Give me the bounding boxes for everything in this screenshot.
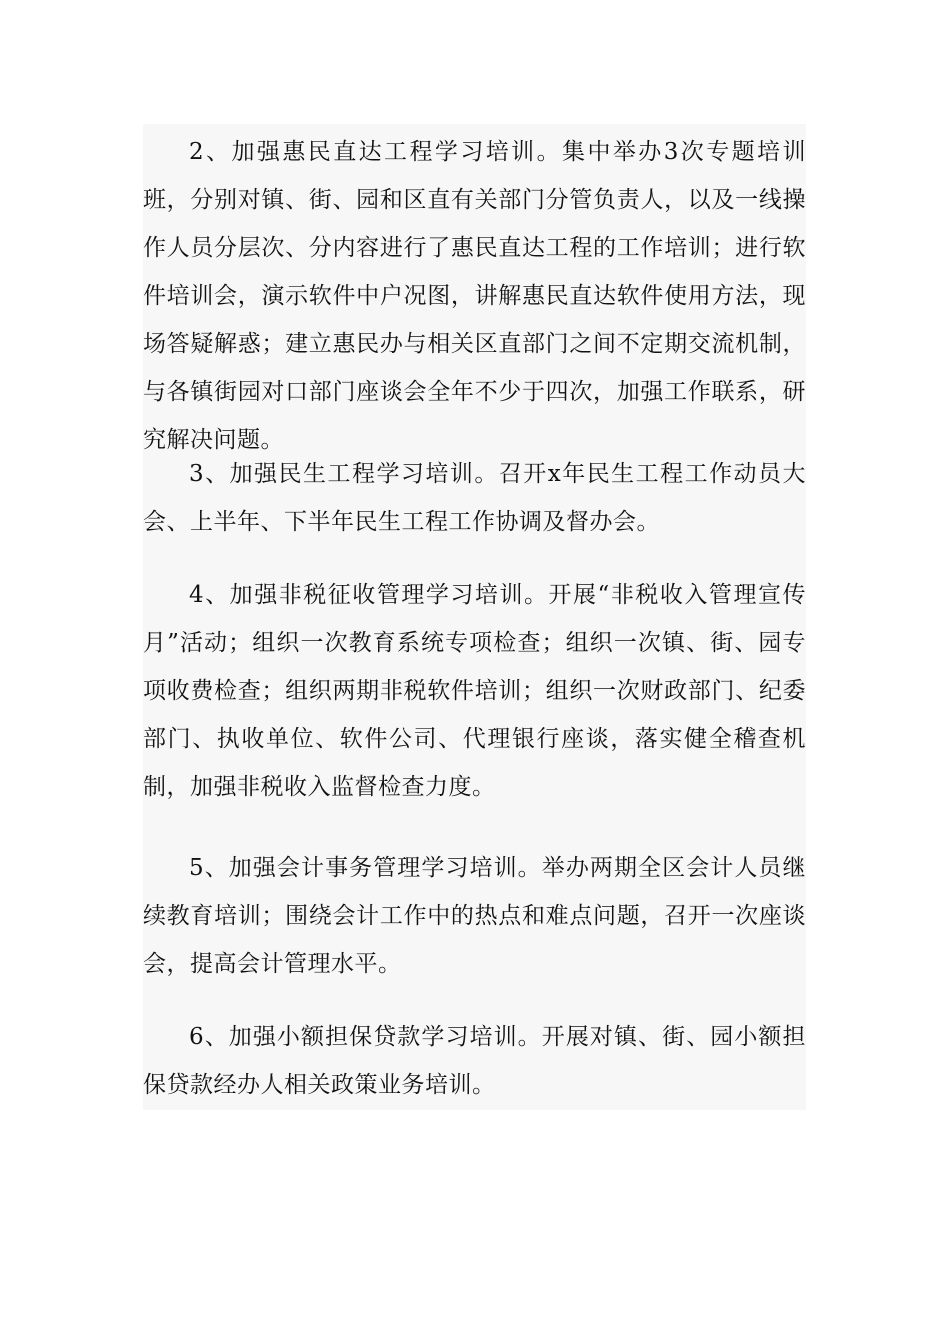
paragraph-min-sheng-training: 3、加强民生工程学习培训。召开x年民生工程工作动员大会、上半年、下半年民生工程工作协调及督办会。	[143, 461, 806, 535]
paragraph-small-loan-training: 6、加强小额担保贷款学习培训。开展对镇、街、园小额担保贷款经办人相关政策业务培训。	[143, 1024, 806, 1098]
paragraph-non-tax-training: 4、加强非税征收管理学习培训。开展“非税收入管理宣传月”活动；组织一次教育系统专项检查；组织一次镇、街、园专项收费检查；组织两期非税软件培训；组织一次财政部门、纪委部门、执收单位、软件公司、代理银行座谈，落实健全稽查机制，加强非税收入监督检查力度。	[143, 582, 806, 800]
paragraph-hui-min-training: 2、加强惠民直达工程学习培训。集中举办3次专题培训班，分别对镇、街、园和区直有关部门分管负责人，以及一线操作人员分层次、分内容进行了惠民直达工程的工作培训；进行软件培训会，演示软件中户况图，讲解惠民直达软件使用方法，现场答疑解惑；建立惠民办与相关区直部门之间不定期交流机制，与各镇街园对口部门座谈会全年不少于四次，加强工作联系，研究解决问题。	[143, 139, 806, 453]
document-body	[143, 124, 806, 1110]
paragraph-accounting-training: 5、加强会计事务管理学习培训。举办两期全区会计人员继续教育培训；围绕会计工作中的热点和难点问题，召开一次座谈会，提高会计管理水平。	[143, 855, 806, 977]
